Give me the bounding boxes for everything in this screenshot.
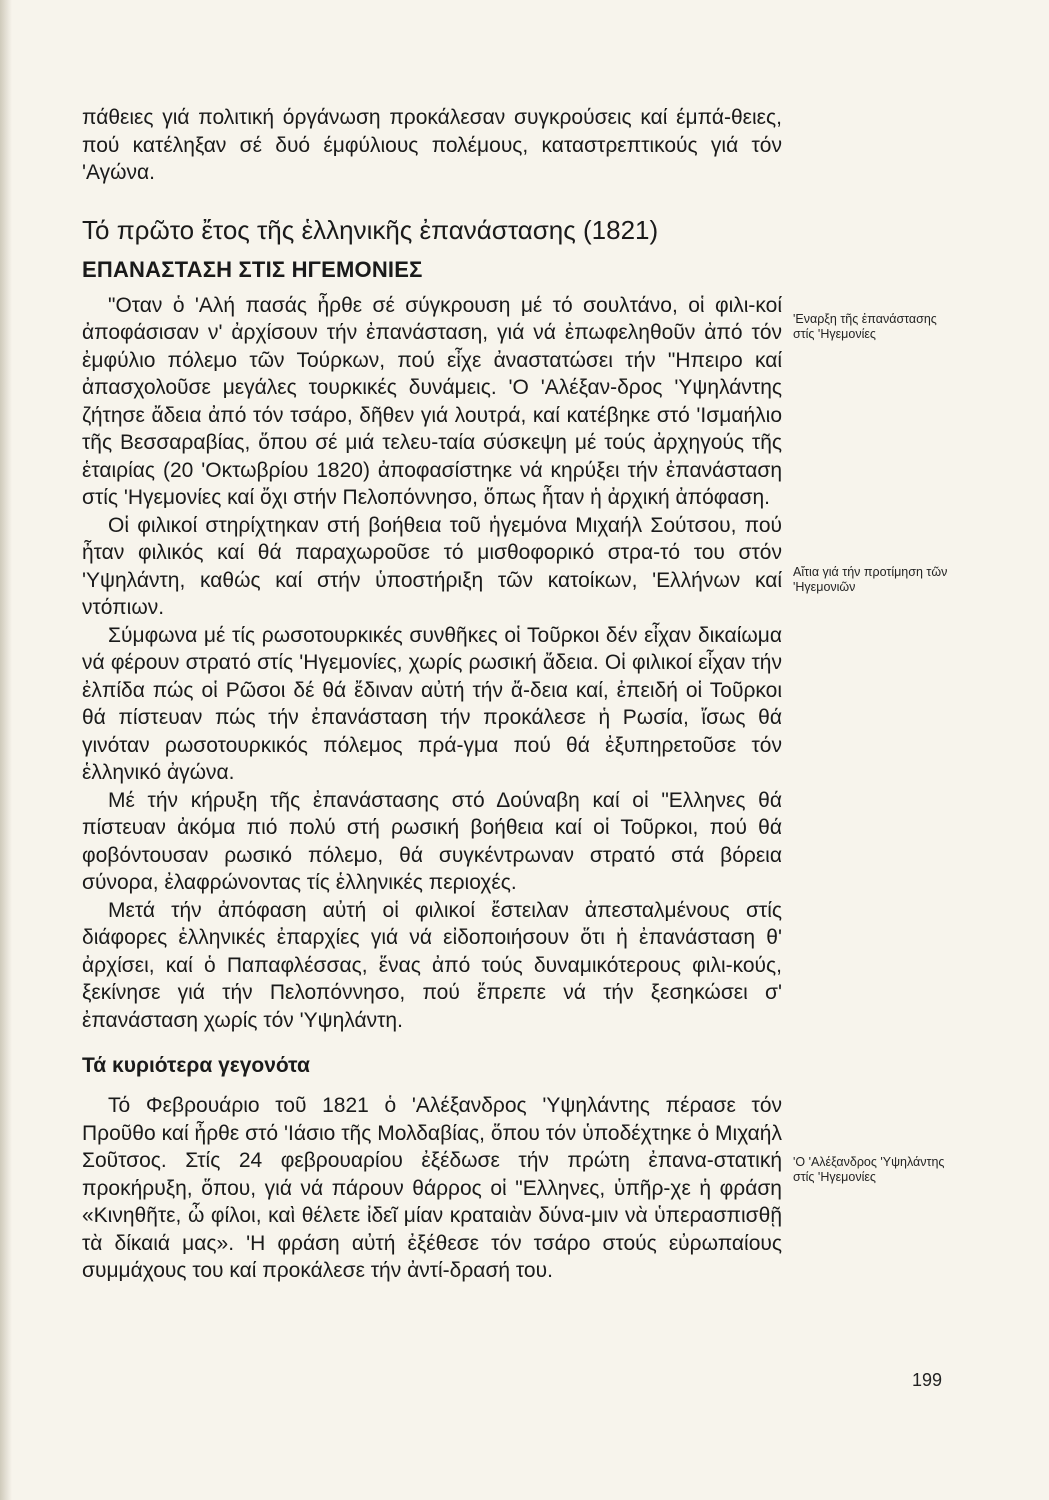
chapter-heading: ΕΠΑΝΑΣΤΑΣΗ ΣΤΙΣ ΗΓΕΜΟΝΙΕΣ <box>82 256 423 282</box>
paragraph-danube: Μέ τήν κήρυξη τῆς ἐπανάστασης στό Δούναβη καί οἱ "Ελληνες θά πίστευαν ἀκόμα πιό πολύ στή ρωσική βοήθεια καί οἱ Τοῦρκοι, πού θά φοβόντουσαν ρωσικό πόλεμο, θά συγκέντρωναν στρατό στά βόρεια σύνορα, ἐλαφρώνοντας τίς ἑλληνικές περιοχές. <box>82 788 782 894</box>
page-binding-edge <box>0 0 12 1500</box>
sidenote-ypsilantis: 'Ο 'Αλέξανδρος 'Υψηλάντης στίς 'Ηγεμονίες <box>793 1155 945 1184</box>
main-text-column <box>82 104 782 1285</box>
paragraph-envoys: Μετά τήν ἀπόφαση αὐτή οἱ φιλικοί ἔστειλαν ἀπεσταλμένους στίς διάφορες ἑλληνικές ἐπαρχίες γιά νά εἰδοποιήσουν ὅτι ἡ ἐπανάσταση θ' ἀρχίσει, καί ὁ Παπαφλέσσας, ἕνας ἀπό τούς δυναμικότερους φιλι-κούς, ξεκίνησε γιά τήν Πελοπόννησο, πού ἔπρεπε νά τήν ξεσηκώσει σ' ἐπανάσταση χωρίς τόν 'Υψηλάντη. <box>82 898 782 1032</box>
paragraph-outbreak: "Οταν ὁ 'Αλή πασάς ἦρθε σέ σύγκρουση μέ τό σουλτάνο, οἱ φιλι-κοί ἀποφάσισαν ν' ἀρχίσουν τήν ἐπανάσταση, γιά νά ἐπωφεληθοῦν ἀπό τόν ἐμφύλιο πόλεμο τῶν Τούρκων, πού εἶχε ἀναστατώσει τήν "Ηπειρο καί ἀπασχολοῦσε μεγάλες τουρκικές δυνάμεις. 'Ο 'Αλέξαν-δρος 'Υψηλάντης ζήτησε ἄδεια ἀπό τόν τσάρο, δῆθεν γιά λουτρά, καί κατέβηκε στό 'Ισμαήλιο τῆς Βεσσαραβίας, ὅπου σέ μιά τελευ-ταία σύσκεψη μέ τούς ἀρχηγούς τῆς ἑταιρίας (20 'Οκτωβρίου 1820) ἀποφασίστηκε νά κηρύξει τήν ἐπανάσταση στίς 'Ηγεμονίες καί ὄχι στήν Πελοπόννησο, ὅπως ἦταν ἡ ἀρχική ἀπόφαση. <box>82 293 782 509</box>
page-number: 199 <box>912 1370 943 1390</box>
sidenote-revolution-start: 'Εναρξη τῆς ἐπανάστασης στίς 'Ηγεμονίες <box>793 312 937 341</box>
paragraph-treaties: Σύμφωνα μέ τίς ρωσοτουρκικές συνθῆκες οἱ Τοῦρκοι δέν εἶχαν δικαίωμα νά φέρουν στρατό στίς 'Ηγεμονίες, χωρίς ρωσική ἄδεια. Οἱ φιλικοί εἶχαν τήν ἐλπίδα πώς οἱ Ρῶσοι δέ θά ἔδιναν αὐτή τήν ἄ-δεια καί, ἐπειδή οἱ Τοῦρκοι θά πίστευαν πώς τήν ἐπανάσταση τήν προκάλεσε ἡ Ρωσία, ἴσως θά γινόταν ρωσοτουρκικός πόλεμος πρά-γμα πού θά ἐξυπηρετοῦσε τόν ἑλληνικό ἀγώνα. <box>82 623 782 784</box>
section-title: Τό πρῶτο ἔτος τῆς ἑλληνικῆς ἐπανάστασης (1821) <box>82 214 659 245</box>
sub-heading: Τά κυριότερα γεγονότα <box>82 1054 310 1077</box>
paragraph-events: Τό Φεβρουάριο τοῦ 1821 ὁ 'Αλέξανδρος 'Υψηλάντης πέρασε τόν Προῦθο καί ἦρθε στό 'Ιάσιο τῆς Μολδαβίας, ὅπου τόν ὑποδέχτηκε ὁ Μιχαήλ Σοῦτσος. Στίς 24 φεβρουαρίου ἐξέδωσε τήν πρώτη ἐπανα-στατική προκήρυξη, ὅπου, γιά νά πάρουν θάρρος οἱ "Ελληνες, ὑπῆρ-χε ἡ φράση «Κινηθῆτε, ὦ φίλοι, καὶ θέλετε ἰδεῖ μίαν κραταιὰν δύνα-μιν νὰ ὑπερασπισθῇ τὰ δίκαιά μας». 'Η φράση αὐτή ἐξέθεσε τόν τσάρο στούς εὐρωπαίους συμμάχους του καί προκάλεσε τήν ἀντί-δρασή του. <box>82 1094 782 1282</box>
intro-paragraph: πάθειες γιά πολιτική όργάνωση προκάλεσαν συγκρούσεις καί έμπά-θειες, πού κατέληξαν σέ δυό έμφύλιους πολέμους, καταστρεπτικούς γιά τόν 'Αγώνα. <box>82 106 782 184</box>
paragraph-support: Οἱ φιλικοί στηρίχτηκαν στή βοήθεια τοῦ ἡγεμόνα Μιχαήλ Σούτσου, πού ἦταν φιλικός καί θά παραχωροῦσε τό μισθοφορικό στρα-τό του στόν 'Υψηλάντη, καθώς καί στήν ὑποστήριξη τῶν κατοίκων, 'Ελλήνων καί ντόπιων. <box>82 513 782 619</box>
sidenote-principalities-reasons: Αἴτια γιά τήν προτίμηση τῶν 'Ηγεμονιῶν <box>793 565 948 594</box>
